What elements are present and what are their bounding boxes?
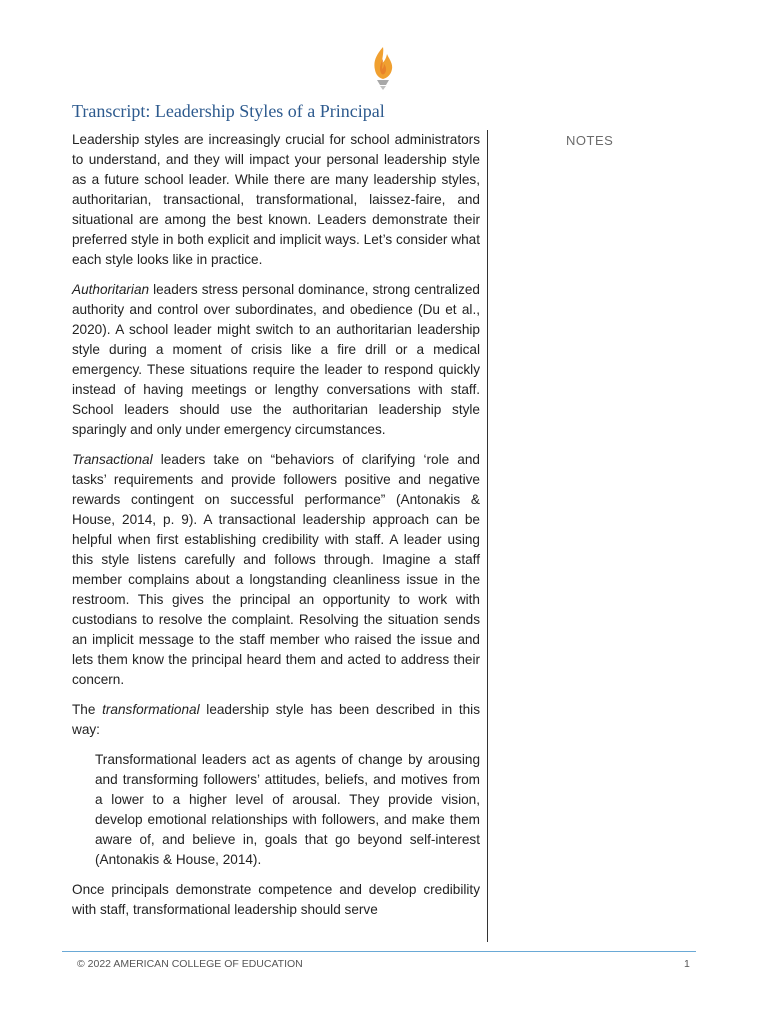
paragraph-continuation: Once principals demonstrate competence and develop credibility with staff, transformational leadership should serve (72, 882, 480, 917)
term-transformational: transformational (102, 702, 200, 717)
paragraph-transactional (72, 450, 480, 690)
notes-label: NOTES (566, 133, 614, 148)
footer-rule (62, 951, 696, 952)
page-number: 1 (684, 958, 690, 970)
paragraph-transactional-text: leaders take on “behaviors of clarifying ‘role and tasks’ requirements and provide followers positive and negative rewards contingent on successful performance” (Antonakis & House, 2014, p. 9). A transactional leadership approach can be helpful when first establishing credibility with staff. A leader using this style listens carefully and follows through. Imagine a staff member complains about a longstanding cleanliness issue in the restroom. This gives the principal an opportunity to work with custodians to resolve the complaint. Resolving the situation sends an implicit message to the staff member who raised the issue and lets them know the principal heard them and acted to address their concern. (72, 452, 480, 687)
term-transactional: Transactional (72, 452, 153, 467)
footer-copyright: © 2022 AMERICAN COLLEGE OF EDUCATION (77, 958, 303, 970)
paragraph-transformational-lead: The (72, 702, 103, 717)
paragraph-authoritarian (72, 280, 480, 440)
column-divider (487, 130, 488, 942)
flame-torch-icon (370, 45, 396, 91)
page-title: Transcript: Leadership Styles of a Principal (72, 101, 385, 121)
paragraph-transformational-text: leadership style has been described in this way: (72, 702, 480, 737)
term-authoritarian: Authoritarian (72, 282, 150, 297)
paragraph-authoritarian-text: leaders stress personal dominance, strong centralized authority and control over subordinates, and obedience (Du et al., 2020). A school leader might switch to an authoritarian leadership style during a moment of crisis like a fire drill or a medical emergency. These situations require the leader to respond quickly instead of having meetings or lengthy conversations with staff. School leaders should use the authoritarian leadership style sparingly and only under emergency circumstances. (72, 282, 480, 437)
transcript-body (72, 130, 480, 920)
paragraph-transformational-intro (72, 700, 480, 740)
block-quote: Transformational leaders act as agents of change by arousing and transforming followers’ attitudes, beliefs, and motives from a lower to a higher level of arousal. They provide vision, develop emotional relationships with followers, and make them aware of, and believe in, goals that go beyond self-interest (Antonakis & House, 2014). (95, 752, 480, 867)
paragraph-intro: Leadership styles are increasingly crucial for school administrators to understand, and they will impact your personal leadership style as a future school leader. While there are many leadership styles, authoritarian, transactional, transformational, laissez-faire, and situational are among the best known. Leaders demonstrate their preferred style in both explicit and implicit ways. Let’s consider what each style looks like in practice. (72, 132, 480, 267)
